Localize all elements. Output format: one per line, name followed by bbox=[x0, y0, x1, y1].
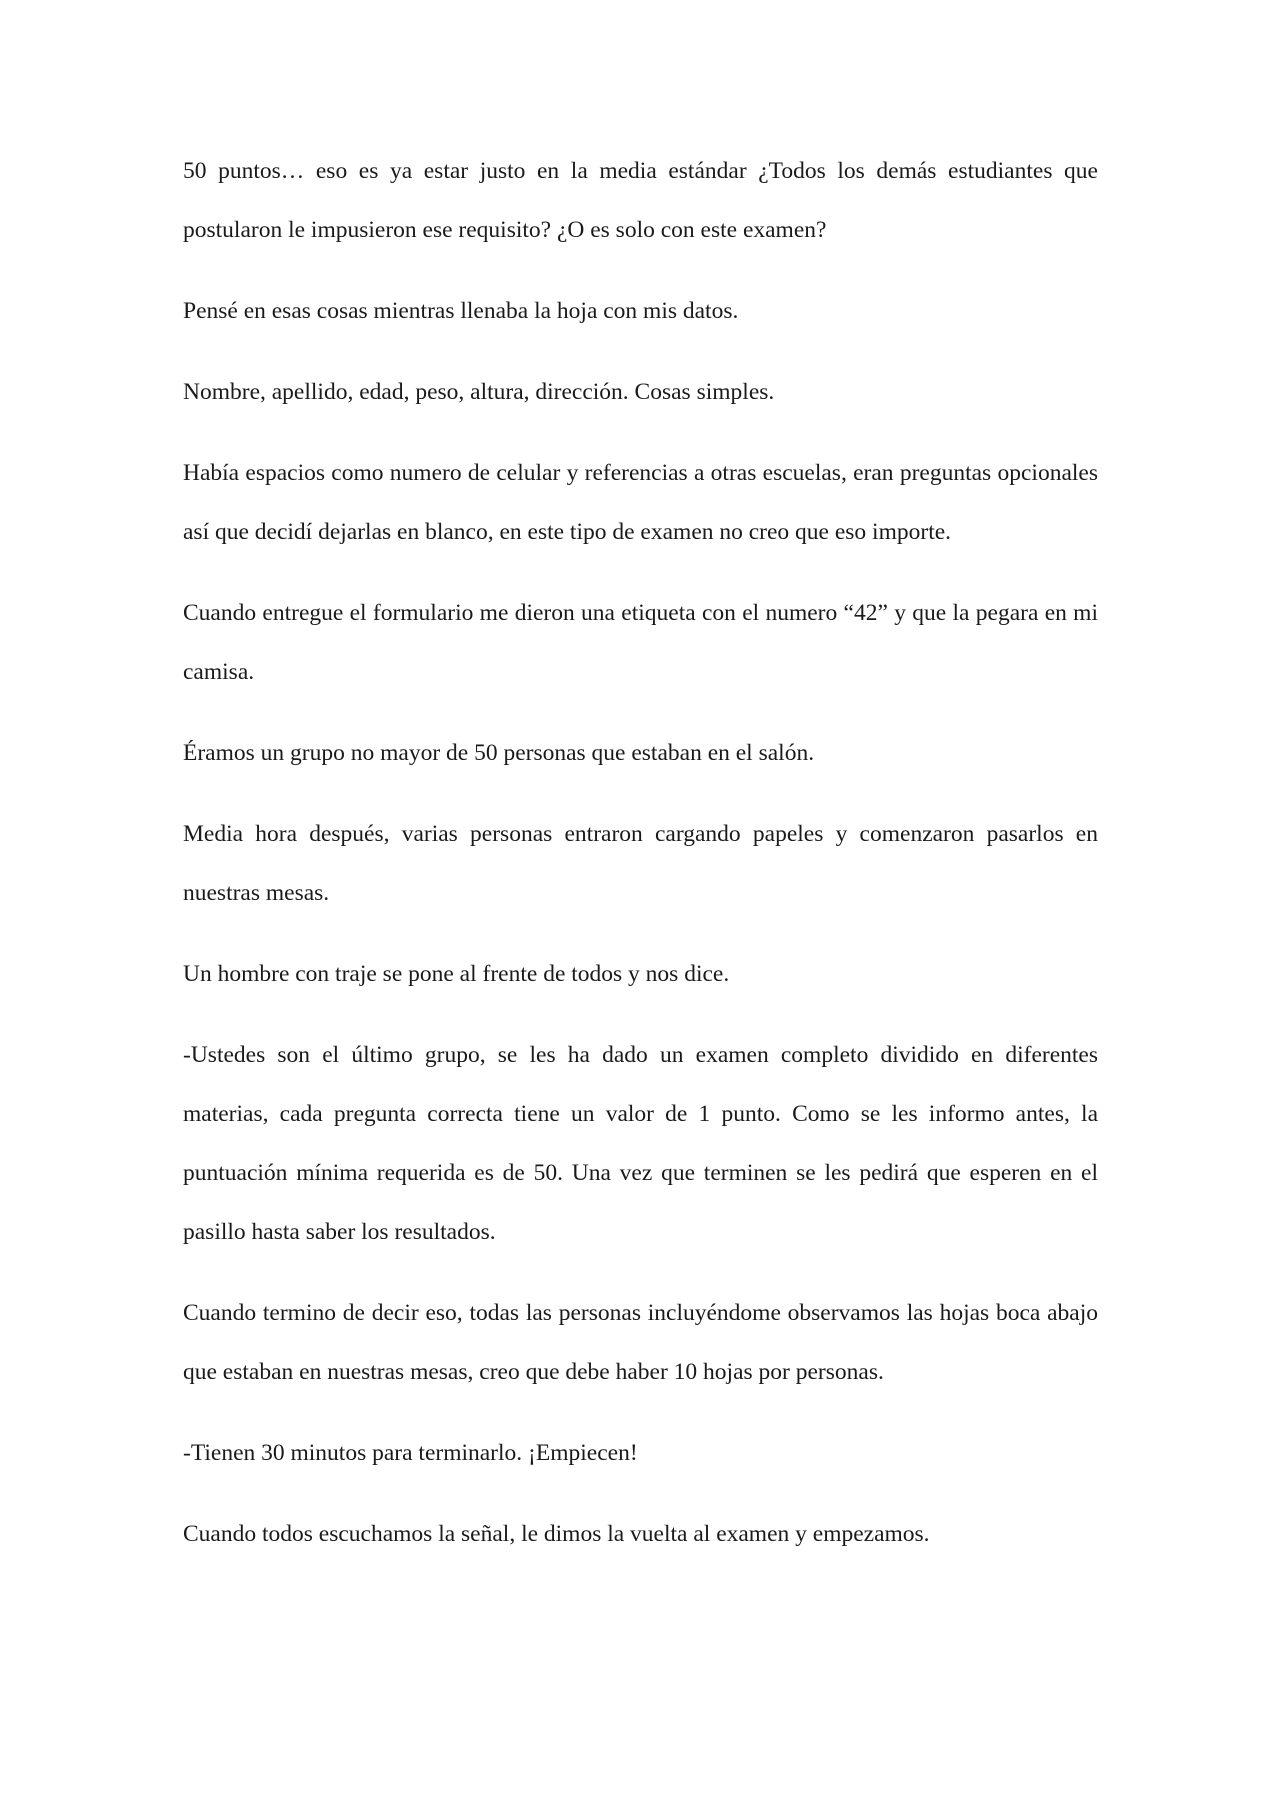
paragraph: Había espacios como numero de celular y referencias a otras escuelas, eran preguntas opcionales así que decidí dejarlas en blanco, en este tipo de examen no creo que eso importe. bbox=[183, 460, 1098, 545]
paragraph: Cuando termino de decir eso, todas las personas incluyéndome observamos las hojas boca abajo que estaban en nuestras mesas, creo que debe haber 10 hojas por personas. bbox=[183, 1300, 1098, 1385]
body-text bbox=[183, 142, 1098, 1564]
paragraph: 50 puntos… eso es ya estar justo en la media estándar ¿Todos los demás estudiantes que postularon le impusieron ese requisito? ¿O es solo con este examen? bbox=[183, 158, 1098, 243]
paragraph: Éramos un grupo no mayor de 50 personas que estaban en el salón. bbox=[183, 740, 815, 766]
paragraph: Cuando entregue el formulario me dieron una etiqueta con el numero “42” y que la pegara en mi camisa. bbox=[183, 600, 1098, 685]
paragraph: -Ustedes son el último grupo, se les ha dado un examen completo dividido en diferentes materias, cada pregunta correcta tiene un valor de 1 punto. Como se les informo antes, la puntuación mínima requerida es de 50. Una vez que terminen se les pedirá que esperen en el pasillo hasta saber los resultados. bbox=[183, 1042, 1098, 1245]
paragraph: Nombre, apellido, edad, peso, altura, dirección. Cosas simples. bbox=[183, 379, 775, 405]
paragraph: Cuando todos escuchamos la señal, le dimos la vuelta al examen y empezamos. bbox=[183, 1521, 930, 1547]
paragraph: -Tienen 30 minutos para terminarlo. ¡Empiecen! bbox=[183, 1440, 638, 1466]
paragraph: Un hombre con traje se pone al frente de todos y nos dice. bbox=[183, 961, 730, 987]
paragraph: Media hora después, varias personas entraron cargando papeles y comenzaron pasarlos en nuestras mesas. bbox=[183, 821, 1098, 906]
paragraph: Pensé en esas cosas mientras llenaba la hoja con mis datos. bbox=[183, 298, 739, 324]
